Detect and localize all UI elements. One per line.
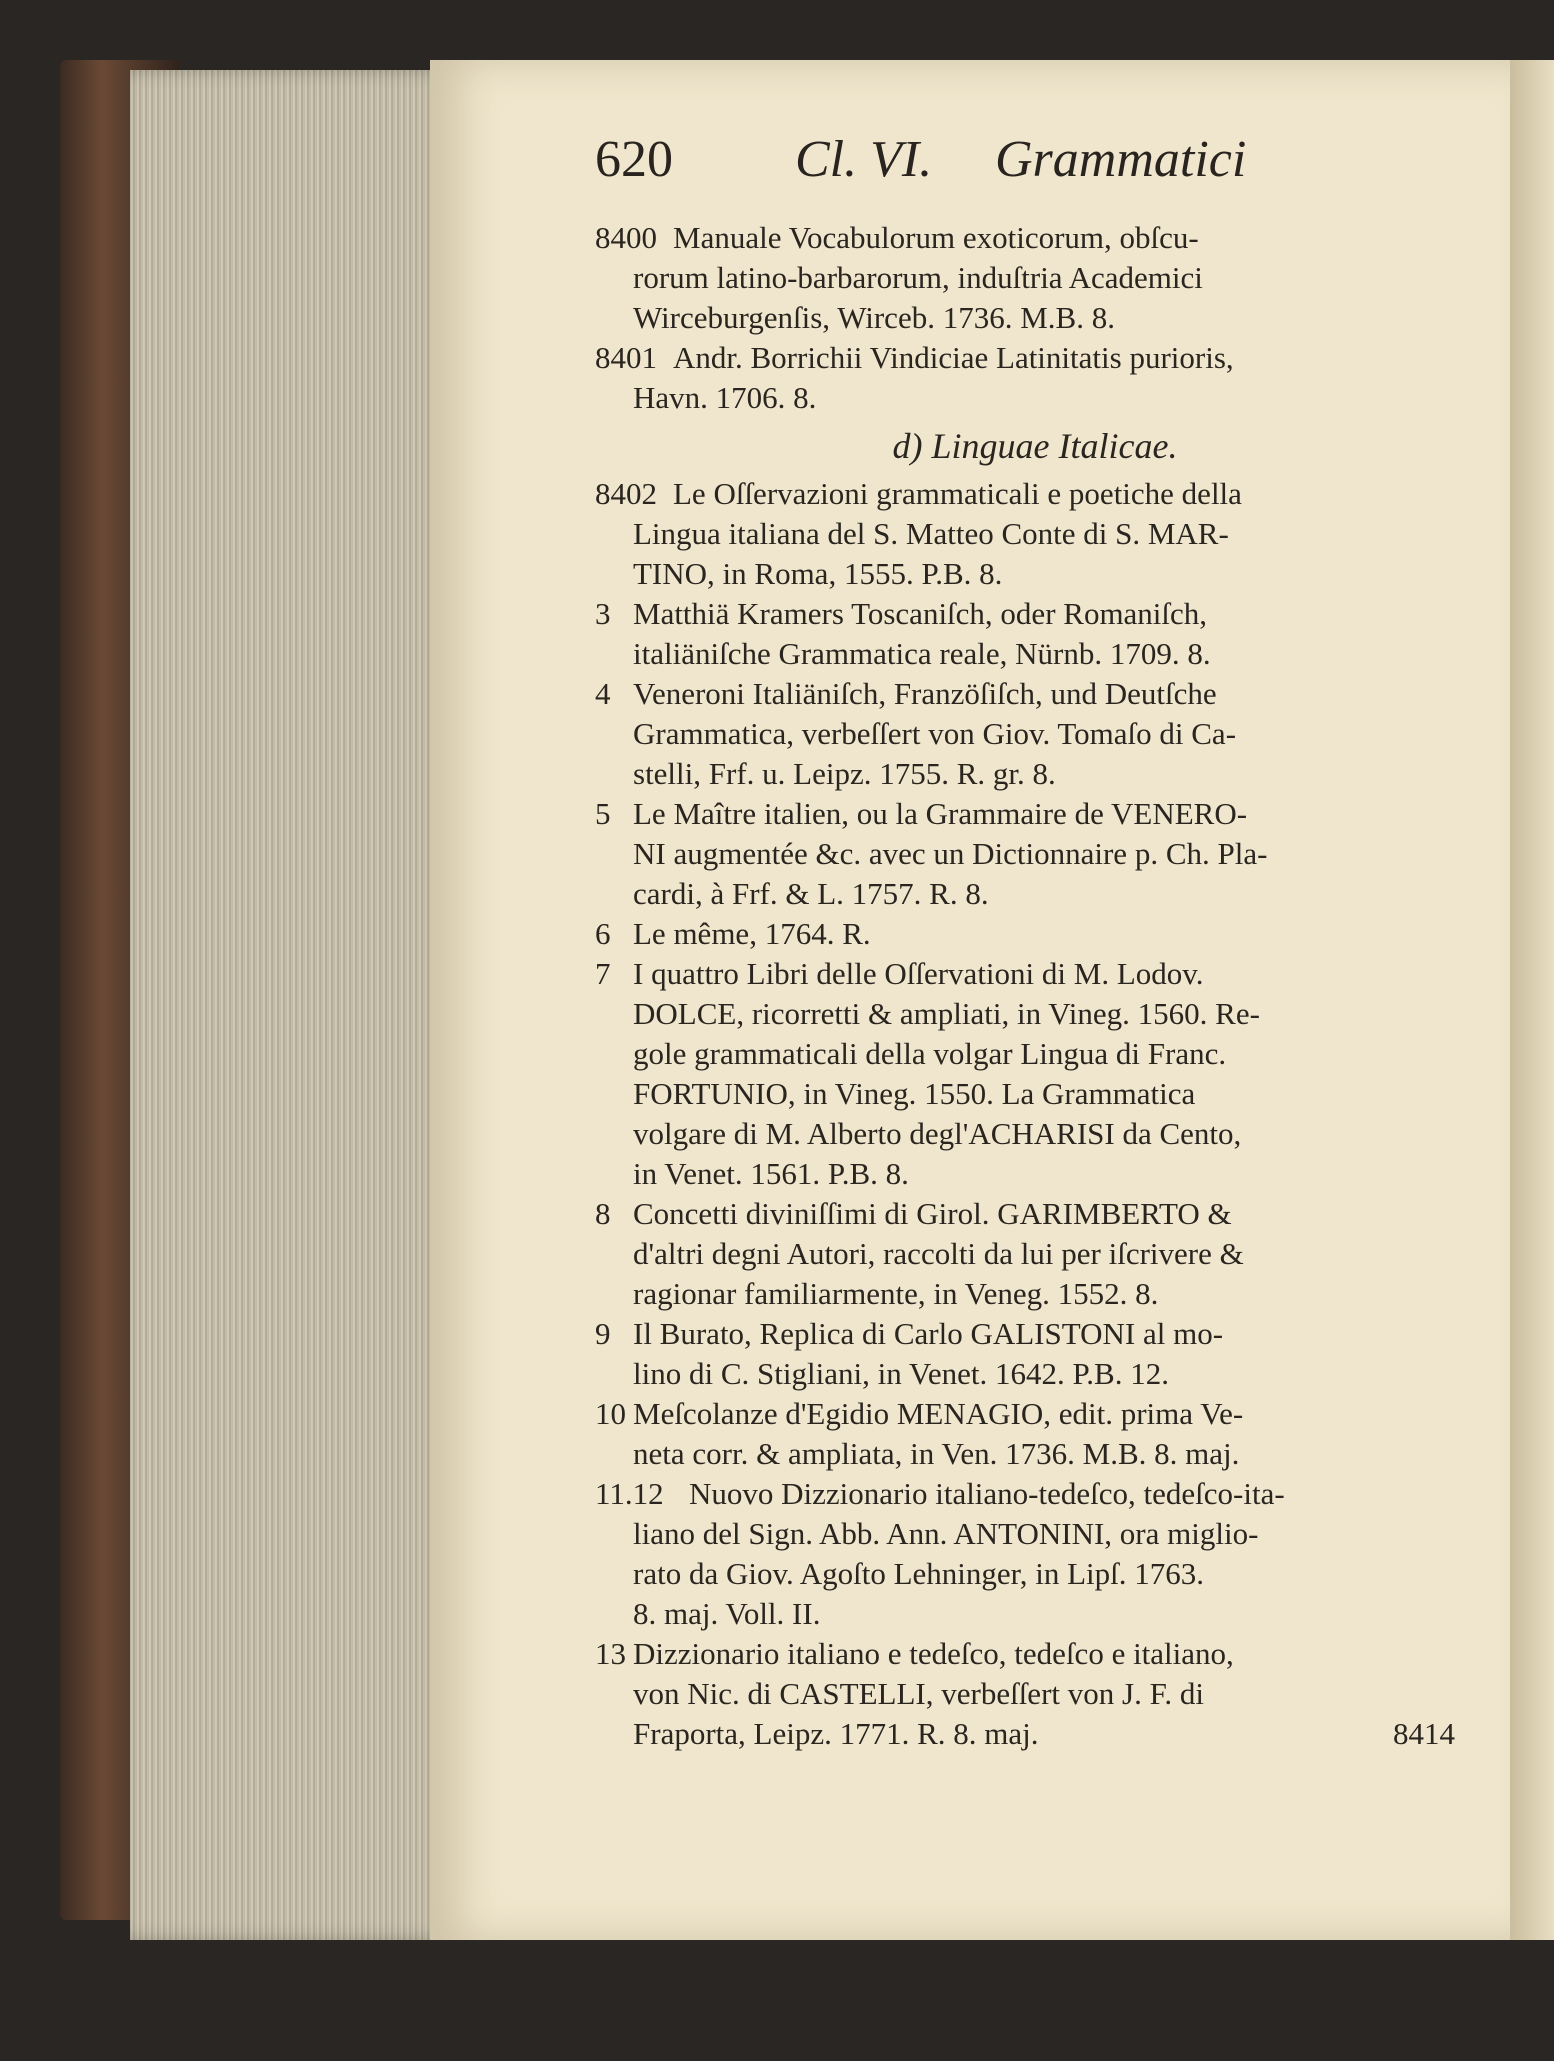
entry-number: 10 [595,1396,626,1431]
entry-text: Manuale Vocabulorum exoticorum, obſcu- [673,220,1199,255]
text-line [595,258,1455,298]
text-line [595,1074,1455,1114]
text-line [595,634,1455,674]
entry-text: rato da Giov. Agoſto Lehninger, in Lipſ. 1763. [633,1556,1205,1591]
text-line [595,714,1455,754]
entry-number: 8401 [595,340,657,375]
entry-text: Le même, 1764. R. [633,916,871,951]
entry-number: 8 [595,1196,611,1231]
entry-text: 8. maj. Voll. II. [633,1596,821,1631]
text-line [595,1114,1455,1154]
entry-text: Meſcolanze d'Egidio MENAGIO, edit. prima Ve- [633,1396,1244,1431]
class-label: Cl. VI. [795,131,933,188]
entry-text: FORTUNIO, in Vineg. 1550. La Grammatica [633,1076,1196,1111]
entry-text: DOLCE, ricorretti & ampliati, in Vineg. 1560. Re- [633,996,1260,1031]
text-line [595,834,1455,874]
entry-text: gole grammaticali della volgar Lingua di Franc. [633,1036,1227,1071]
text-line [595,994,1455,1034]
text-line [595,514,1455,554]
entry-text: Lingua italiana del S. Matteo Conte di S. MAR- [633,516,1229,551]
entry-text: d'altri degni Autori, raccolti da lui per iſcrivere & [633,1236,1244,1271]
entry-text: Le Oſſervazioni grammaticali e poetiche della [673,476,1242,511]
entry-text: cardi, à Frf. & L. 1757. R. 8. [633,876,989,911]
entry-text: neta corr. & ampliata, in Ven. 1736. M.B. 8. maj. [633,1436,1240,1471]
entry-text: in Venet. 1561. P.B. 8. [633,1156,909,1191]
entry-text: rorum latino-barbarorum, induſtria Academici [633,260,1203,295]
entry-text: liano del Sign. Abb. Ann. ANTONINI, ora miglio- [633,1516,1259,1551]
text-line [595,674,1455,714]
entry-number: 13 [595,1636,626,1671]
text-line [595,1194,1455,1234]
text-line [595,1434,1455,1474]
catchword: 8414 [1393,1716,1455,1751]
text-line [595,1354,1455,1394]
entry-number: 3 [595,596,611,631]
entry-text: Matthiä Kramers Toscaniſch, oder Romaniſch, [633,596,1208,631]
text-line [595,474,1455,514]
text-line [595,594,1455,634]
text-line [595,1634,1455,1674]
entry-number: 4 [595,676,611,711]
entry-text: TINO, in Roma, 1555. P.B. 8. [633,556,1003,591]
text-line [595,874,1455,914]
entry-number: 8400 [595,220,657,255]
text-line [595,378,1455,418]
text-line [595,794,1455,834]
text-line [595,1234,1455,1274]
entry-number: 7 [595,956,611,991]
page-edges [130,70,450,1940]
text-line [595,338,1455,378]
text-line [595,754,1455,794]
entry-text: Il Burato, Replica di Carlo GALISTONI al mo- [633,1316,1224,1351]
text-line [595,914,1455,954]
entry-number: 8402 [595,476,657,511]
text-line [595,1154,1455,1194]
page-body [595,218,1455,1754]
entry-text: NI augmentée &c. avec un Dictionnaire p. Ch. Pla- [633,836,1268,871]
text-line [595,554,1455,594]
text-line [595,1034,1455,1074]
entry-text: stelli, Frf. u. Leipz. 1755. R. gr. 8. [633,756,1056,791]
entry-text: I quattro Libri delle Oſſervationi di M. Lodov. [633,956,1204,991]
entry-number: 6 [595,916,611,951]
entry-text: von Nic. di CASTELLI, verbeſſert von J. F. di [633,1676,1204,1711]
entry-text: Dizzionario italiano e tedeſco, tedeſco e italiano, [633,1636,1234,1671]
entry-text: italiäniſche Grammatica reale, Nürnb. 1709. 8. [633,636,1211,671]
entry-text: Grammatica, verbeſſert von Giov. Tomaſo di Ca- [633,716,1237,751]
entry-text: volgare di M. Alberto degl'ACHARISI da Cento, [633,1116,1242,1151]
text-line [595,1394,1455,1434]
text-line [595,954,1455,994]
entry-text: Veneroni Italiäniſch, Franzöſiſch, und Deutſche [633,676,1217,711]
text-line [595,1314,1455,1354]
subheading: d) Linguae Italicae. [892,426,1178,466]
text-line [595,298,1455,338]
text-line [595,1674,1455,1714]
entry-text: Wirceburgenſis, Wirceb. 1736. M.B. 8. [633,300,1115,335]
text-line [595,1514,1455,1554]
text-line [595,1474,1455,1514]
entry-text: Havn. 1706. 8. [633,380,817,415]
entry-text: Le Maître italien, ou la Grammaire de VENERO- [633,796,1248,831]
text-line [595,218,1455,258]
facing-page-edge [1510,60,1554,1940]
page-number: 620 [595,131,673,188]
entry-number: 5 [595,796,611,831]
entry-text: Andr. Borrichii Vindiciae Latinitatis purioris, [673,340,1234,375]
entry-text: Nuovo Dizzionario italiano-tedeſco, tedeſco-ita- [689,1476,1285,1511]
section-label: Grammatici [995,131,1247,188]
text-line [595,1274,1455,1314]
entry-number: 9 [595,1316,611,1351]
entry-text: lino di C. Stigliani, in Venet. 1642. P.B. 12. [633,1356,1169,1391]
entry-number: 11.12 [595,1476,664,1511]
text-line [595,1594,1455,1634]
text-line [595,1554,1455,1594]
text-line [595,1714,1455,1754]
entry-text: ragionar familiarmente, in Veneg. 1552. 8. [633,1276,1159,1311]
running-head [595,130,1285,200]
entry-text: Concetti diviniſſimi di Girol. GARIMBERTO & [633,1196,1232,1231]
entry-text: Fraporta, Leipz. 1771. R. 8. maj. [633,1716,1039,1751]
